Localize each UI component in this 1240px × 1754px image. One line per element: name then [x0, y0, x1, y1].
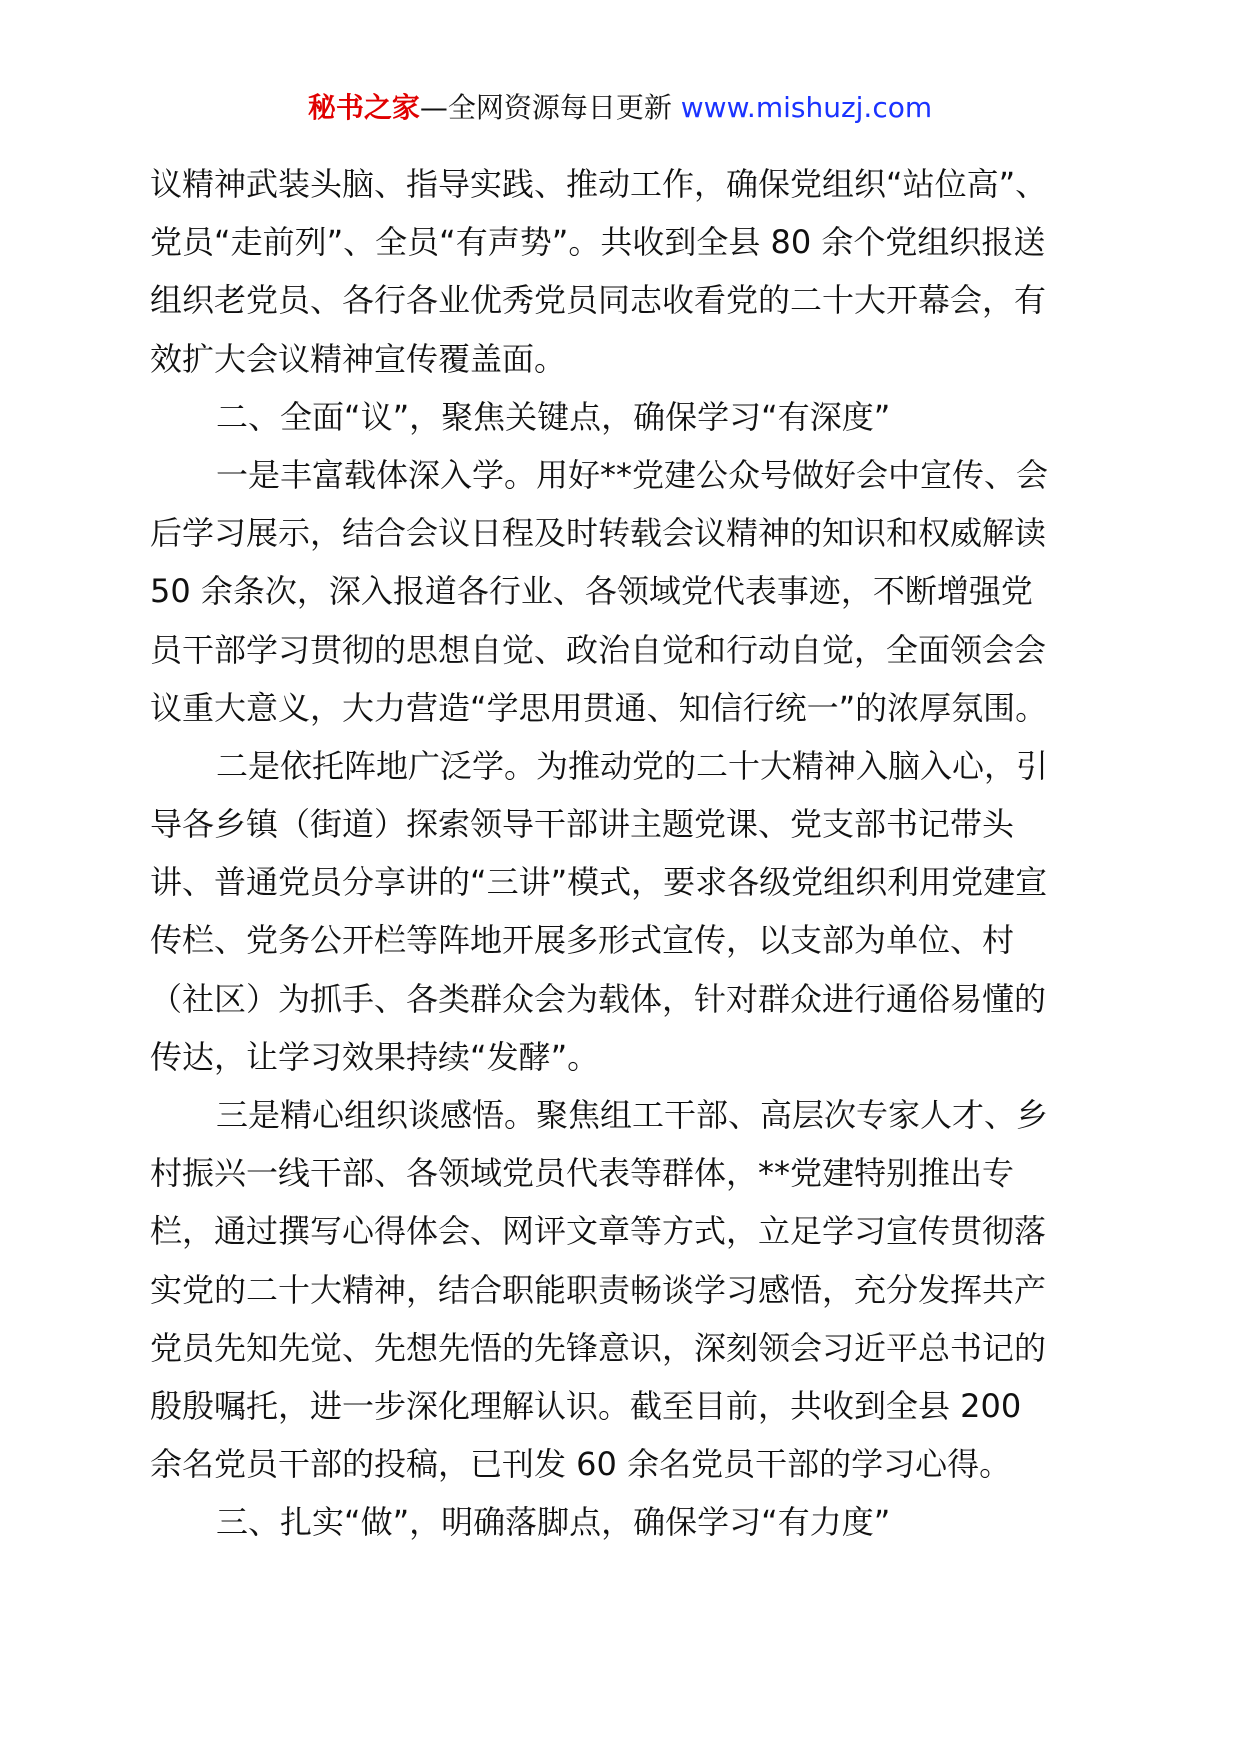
brand-name: 秘书之家: [307, 91, 420, 124]
text-line: 实党的二十大精神，结合职能职责畅谈学习感悟，充分发挥共产: [150, 1270, 1047, 1309]
text-line: 传栏、党务公开栏等阵地开展多形式宣传，以支部为单位、村: [150, 921, 1015, 960]
header-slogan: —全网资源每日更新: [419, 91, 681, 124]
text-line: 议精神武装头脑、指导实践、推动工作，确保党组织“站位高”、: [150, 165, 1048, 203]
text-line: 村振兴一线干部、各领域党员代表等群体，**党建特别推出专: [150, 1154, 1015, 1193]
text-line: 讲、普通党员分享讲的“三讲”模式，要求各级党组织利用党建宣: [150, 863, 1048, 902]
text-line: 导各乡镇（街道）探索领导干部讲主题党课、党支部书记带头: [150, 805, 1015, 844]
text-line: 50 余条次，深入报道各行业、各领域党代表事迹，不断增强党: [150, 572, 1033, 611]
text-line: 效扩大会议精神宣传覆盖面。: [150, 339, 567, 378]
text-line: 组织老党员、各行各业优秀党员同志收看党的二十大开幕会，有: [150, 281, 1047, 320]
section-heading: 三、扎实“做”，明确落脚点，确保学习“有力度”: [216, 1503, 891, 1542]
text-line: 传达，让学习效果持续“发酵”。: [150, 1037, 600, 1076]
text-line: 殷殷嘱托，进一步深化理解认识。截至目前，共收到全县 200: [150, 1386, 1022, 1425]
text-line: 后学习展示，结合会议日程及时转载会议精神的知识和权威解读: [150, 514, 1047, 553]
text-line: 栏，通过撰写心得体会、网评文章等方式，立足学习宣传贯彻落: [150, 1212, 1047, 1251]
paragraph-start-line: 二是依托阵地广泛学。为推动党的二十大精神入脑入心，引: [216, 746, 1049, 785]
page-header: [0, 88, 1240, 128]
site-url-link[interactable]: www.mishuzj.com: [680, 91, 933, 124]
text-line: （社区）为抓手、各类群众会为载体，针对群众进行通俗易懂的: [150, 979, 1047, 1018]
text-line: 党员“走前列”、全员“有声势”。共收到全县 80 余个党组织报送: [150, 223, 1046, 262]
paragraph-start-line: 三是精心组织谈感悟。聚焦组工干部、高层次专家人才、乡: [216, 1096, 1049, 1134]
paragraph-start-line: 一是丰富载体深入学。用好**党建公众号做好会中宣传、会: [216, 455, 1049, 494]
document-body: [150, 155, 1090, 1552]
text-line: 党员先知先觉、先想先悟的先锋意识，深刻领会习近平总书记的: [150, 1328, 1047, 1367]
text-line: 员干部学习贯彻的思想自觉、政治自觉和行动自觉，全面领会会: [150, 630, 1047, 669]
section-heading: 二、全面“议”，聚焦关键点，确保学习“有深度”: [216, 397, 891, 436]
text-line: 余名党员干部的投稿，已刊发 60 余名党员干部的学习心得。: [150, 1445, 1012, 1484]
text-line: 议重大意义，大力营造“学思用贯通、知信行统一”的浓厚氛围。: [150, 688, 1048, 727]
